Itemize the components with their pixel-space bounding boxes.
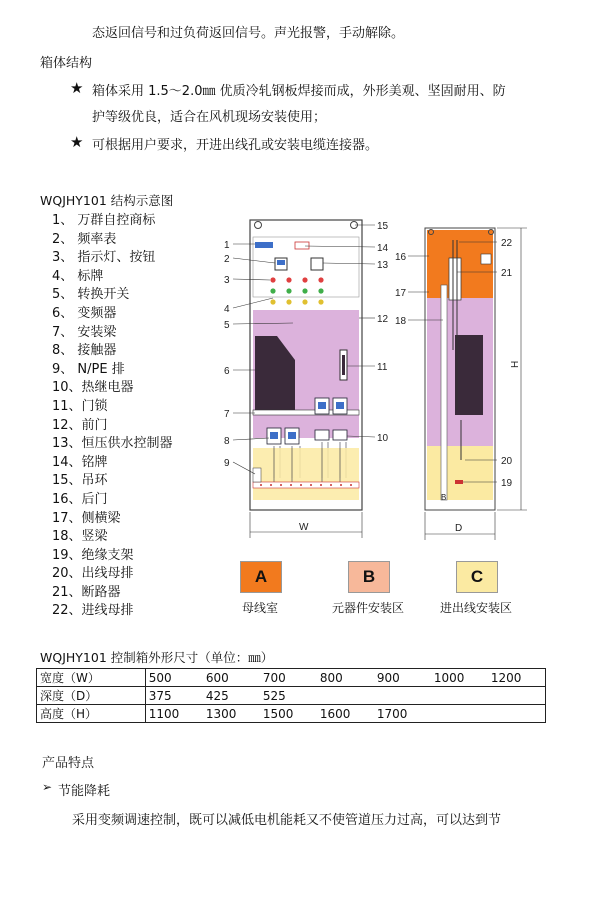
table-cell	[317, 687, 374, 705]
part-item: 5、 转换开关	[52, 287, 130, 303]
table-cell: 700	[260, 669, 317, 687]
features-title: 产品特点	[42, 756, 95, 771]
part-item: 1、 万群自控商标	[52, 213, 156, 228]
callout-16: 16	[395, 252, 407, 263]
table-cell	[431, 687, 488, 705]
part-item: 16、后门	[52, 491, 108, 507]
callout-15: 15	[377, 221, 389, 232]
side-view	[425, 228, 495, 510]
table-row	[37, 687, 546, 705]
part-item: 4、 标牌	[52, 268, 104, 284]
callout-12: 12	[377, 314, 389, 325]
section-title-structure: 箱体结构	[40, 56, 93, 71]
callout-1: 1	[224, 240, 230, 251]
table-cell	[374, 687, 431, 705]
callout-22: 22	[501, 238, 513, 249]
legend-box-a: A	[240, 561, 282, 593]
bullet1-line2: 护等级优良，适合在风机现场安装使用；	[92, 110, 327, 125]
legend-label-b: 元器件安装区	[331, 601, 404, 615]
dim-w-label: W	[299, 522, 309, 533]
dim-h-label: H	[510, 360, 521, 368]
parts-list	[52, 212, 173, 621]
part-item: 8、 接触器	[52, 343, 117, 359]
star-icon: ★	[70, 79, 84, 97]
part-item: 10、热继电器	[52, 380, 134, 396]
part-item: 19、绝缘支架	[52, 547, 134, 563]
table-row	[37, 705, 546, 723]
callout-4: 4	[224, 304, 230, 315]
table-cell: 1500	[260, 705, 317, 723]
table-row	[37, 669, 546, 687]
table-cell: 425	[203, 687, 260, 705]
callout-13: 13	[377, 260, 389, 271]
callout-19: 19	[501, 478, 513, 489]
callout-2: 2	[224, 254, 230, 265]
bullet1-line1: 箱体采用 1.5～2.0㎜ 优质冷轧钢板焊接而成，外形美观、坚固耐用、防	[92, 84, 506, 99]
row-label: 高度（H）	[37, 705, 146, 723]
callout-14: 14	[377, 243, 389, 254]
callout-7: 7	[224, 409, 230, 420]
table-cell: 1200	[488, 669, 546, 687]
table-cell	[488, 687, 546, 705]
table-cell: 1600	[317, 705, 374, 723]
feature-item-1: 节能降耗	[58, 784, 111, 799]
callout-11: 11	[377, 362, 388, 373]
dimension-table-caption: WQJHY101 控制箱外形尺寸（单位：㎜）	[40, 650, 274, 665]
callout-18: 18	[395, 316, 407, 327]
part-item: 2、 频率表	[52, 231, 117, 247]
table-cell: 375	[145, 687, 203, 705]
table-cell: 525	[260, 687, 317, 705]
part-item: 9、 N/PE 排	[52, 361, 125, 377]
part-item: 20、出线母排	[52, 566, 134, 582]
cabinet-diagram	[215, 210, 560, 620]
row-label: 深度（D）	[37, 687, 146, 705]
table-cell: 1100	[145, 705, 203, 723]
table-cell: 500	[145, 669, 203, 687]
legend-box-c: C	[456, 561, 498, 593]
callout-3: 3	[224, 275, 230, 286]
table-cell: 1300	[203, 705, 260, 723]
star-icon: ★	[70, 133, 84, 151]
callout-20: 20	[501, 456, 513, 467]
table-cell: 600	[203, 669, 260, 687]
chevron-right-icon: ➢	[42, 780, 53, 794]
part-item: 13、恒压供水控制器	[52, 436, 173, 452]
legend-box-b: B	[348, 561, 390, 593]
table-cell: 800	[317, 669, 374, 687]
callout-21: 21	[501, 268, 513, 279]
part-item: 18、竖梁	[52, 529, 108, 545]
part-item: 14、铭牌	[52, 454, 108, 470]
row-label: 宽度（W）	[37, 669, 146, 687]
legend-label-c: 进出线安装区	[439, 601, 512, 615]
part-item: 7、 安装梁	[52, 324, 117, 340]
part-item: 22、进线母排	[52, 603, 134, 619]
bullet2: 可根据用户要求，开进出线孔或安装电缆连接器。	[92, 138, 379, 153]
intro-line: 态返回信号和过负荷返回信号。声光报警，手动解除。	[92, 26, 405, 41]
part-item: 12、前门	[52, 417, 108, 433]
dimension-table	[36, 668, 546, 723]
zone-b-small-label: B	[441, 493, 447, 502]
feature-paragraph: 采用变频调速控制，既可以减低电机能耗又不使管道压力过高，可以达到节	[72, 813, 502, 828]
legend-label-a: 母线室	[241, 601, 278, 615]
callout-8: 8	[224, 436, 230, 447]
dim-d-label: D	[455, 523, 463, 534]
callout-17: 17	[395, 288, 407, 299]
part-item: 6、 变频器	[52, 305, 117, 321]
part-item: 17、侧横梁	[52, 510, 121, 526]
table-cell: 1000	[431, 669, 488, 687]
callout-5: 5	[224, 320, 230, 331]
callout-9: 9	[224, 458, 230, 469]
diagram-caption: WQJHY101 结构示意图	[40, 193, 174, 208]
callout-6: 6	[224, 366, 230, 377]
table-cell	[488, 705, 546, 723]
table-cell: 1700	[374, 705, 431, 723]
part-item: 3、 指示灯、按钮	[52, 250, 156, 266]
part-item: 15、吊环	[52, 473, 108, 489]
part-item: 21、断路器	[52, 584, 121, 600]
callout-10: 10	[377, 433, 389, 444]
part-item: 11、门锁	[52, 398, 108, 414]
table-cell: 900	[374, 669, 431, 687]
table-cell	[431, 705, 488, 723]
